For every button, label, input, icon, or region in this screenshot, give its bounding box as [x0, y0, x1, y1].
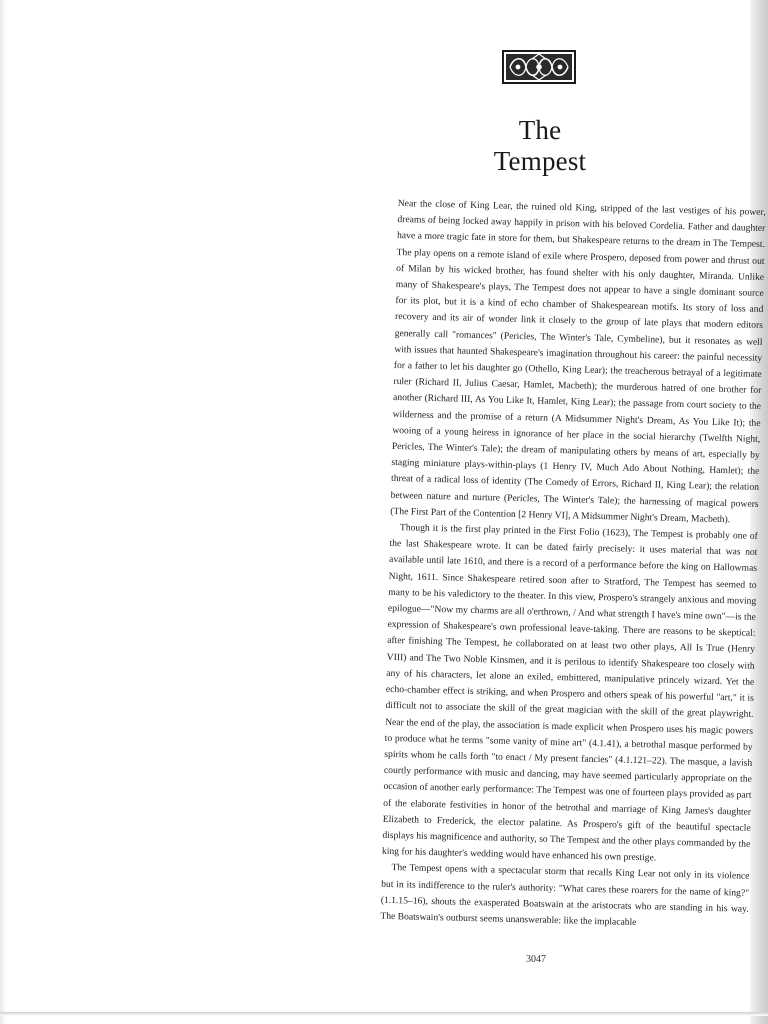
- scan-shadow-left: [0, 0, 6, 1024]
- paragraph: Near the close of King Lear, the ruined old King, stripped of the last vestiges of his power, dreams of being locked away happily in prison with his beloved Cordelia. Father and daughter have a more tragic fate in store for them, but Shakespeare returns to the dream in The Tempest. The play opens on a remote island of exile where Prospero, deposed from power and thrust out of Milan by his wicked brother, has found shelter with his only daughter, Miranda. Unlike many of Shakespeare's plays, The Tempest does not appear to have a single dominant source for its plot, but it is a kind of echo chamber of Shakespearean motifs. Its story of loss and recovery and its air of wonder link it closely to the group of late plays that modern editors generally call "romances" (Pericles, The Winter's Tale, Cymbeline), but it resonates as well with issues that haunted Shakespeare's imagination throughout his career: the painful necessity for a father to let his daughter go (Othello, King Lear); the treacherous betrayal of a legitimate ruler (Richard II, Julius Caesar, Hamlet, Macbeth); the murderous hatred of one brother for another (Richard III, As You Like It, Hamlet, King Lear); the passage from court society to the wilderness and the promise of a return (A Midsummer Night's Dream, As You Like It); the wooing of a young heiress in ignorance of her place in the social hierarchy (Twelfth Night, Pericles, The Winter's Tale); the dream of manipulating others by means of art, especially by staging miniature plays-within-plays (1 Henry IV, Much Ado About Nothing, Hamlet); the threat of a radical loss of identity (The Comedy of Errors, Richard II, King Lear); the relation between nature and nurture (Pericles, The Winter's Tale); the harnessing of magical powers (The First Part of the Contention [2 Henry VI], A Midsummer Night's Dream, Macbeth).: [390, 197, 766, 526]
- page-title: The Tempest: [493, 115, 587, 176]
- scan-edge-bottom: [0, 1012, 768, 1016]
- body-text: [379, 196, 765, 965]
- page-number: 3047: [526, 954, 546, 965]
- paragraph: The Tempest opens with a spectacular storm that recalls King Lear not only in its violence but in its indifference to the ruler's authority: "What cares these roarers for the name of king?" (1.1.15–16), shouts the exasperated Boatswain at the aristocrats who are standing in his way. The Boatswain's outburst seems unanswerable: like the implacable: [380, 862, 750, 928]
- paragraph: Though it is the first play printed in the First Folio (1623), The Tempest is probably one of the last Shakespeare wrote. It can be dated fairly precisely: it uses material that was not available until late 1610, and there is a record of a performance before the king on Hallowmas Night, 1611. Since Shakespeare retired soon after to Stratford, The Tempest has seemed to many to be his valedictory to the theater. In this view, Prospero's strangely anxious and moving epilogue—"Now my charms are all o'erthrown, / And what strength I have's mine own"—is the expression of Shakespeare's own professional leave-taking. There are reasons to be skeptical: after finishing The Tempest, he collaborated on at least two other plays, All Is True (Henry VIII) and The Two Noble Kinsmen, and it is perilous to identify Shakespeare too closely with any of his characters, let alone an exiled, embittered, manipulative princely wizard. Yet the echo-chamber effect is striking, and when Prospero and others speak of his powerful "art," it is difficult not to associate the skill of the great magician with the skill of the great playwright. Near the end of the play, the association is made explicit when Prospero uses his magic powers to produce what he terms "some vanity of mine art" (4.1.41), a betrothal masque performed by spirits whom he calls forth "to enact / My present fancies" (4.1.121–22). The masque, a lavish courtly performance with music and dancing, may have seemed particularly appropriate on the occasion of another early performance: The Tempest was one of fourteen plays provided as part of the elaborate festivities in honor of the betrothal and marriage of King James's daughter Elizabeth to Frederick, the elector palatine. As Prospero's gift of the beautiful spectacle displays his magnificence and authority, so The Tempest and the other plays commanded by the king for his daughter's wedding would have enhanced his own prestige.: [381, 522, 758, 864]
- decorative-ornament-icon: [502, 50, 576, 84]
